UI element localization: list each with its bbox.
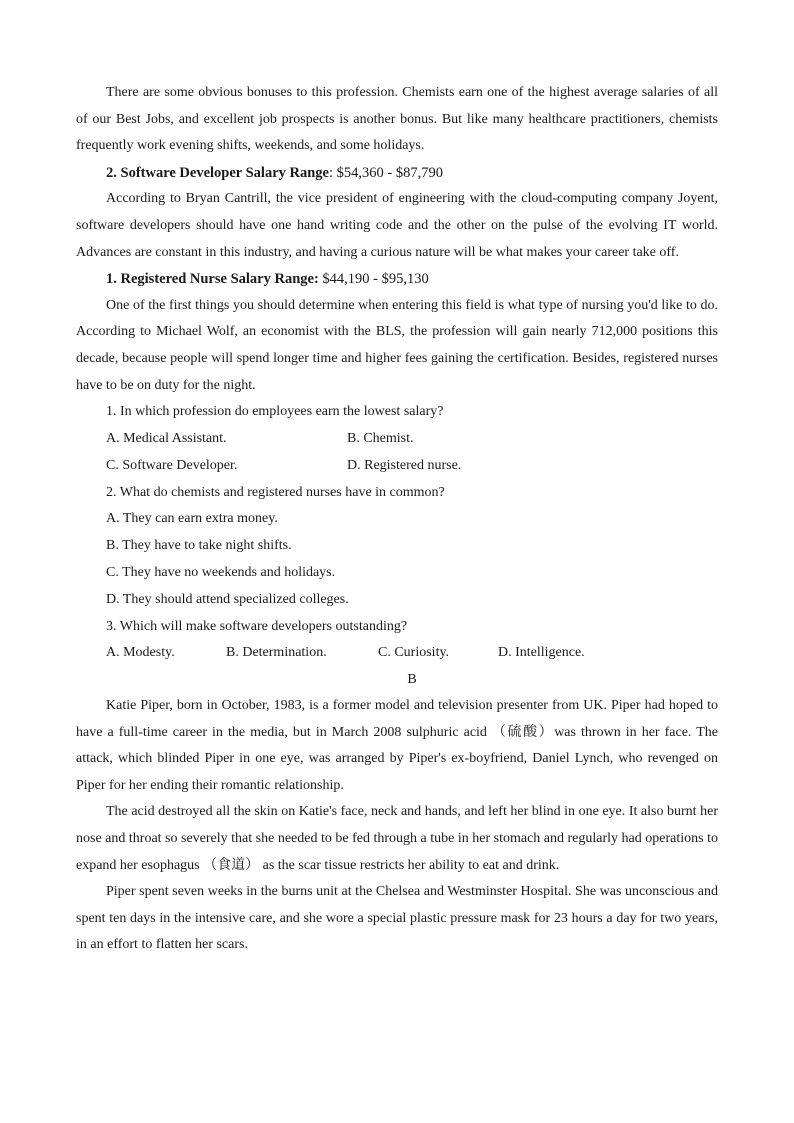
question-1-options-row-1 (76, 426, 718, 453)
option-2b: B. They have to take night shifts. (106, 538, 292, 554)
heading-registered-nurse (76, 266, 718, 293)
question-2: 2. What do chemists and registered nurses have in common? (106, 484, 445, 500)
question-3: 3. Which will make software developers outstanding? (106, 618, 408, 634)
option-1d: D. Registered nurse. (347, 457, 462, 473)
paragraph-registered-nurse: One of the first things you should determine when entering this field is what type of nursing you'd like to do. According to Michael Wolf, an economist with the BLS, the profession will gain nearly 712,000 positions this decade, because people will spend longer time and higher fees gaining the certification. Besides, registered nurses have to be on duty for the night. (76, 297, 718, 393)
paragraph-piper-3: Piper spent seven weeks in the burns unit at the Chelsea and Westminster Hospital. She was unconscious and spent ten days in the intensive care, and she wore a special plastic pressure mask for 23 hours a day for two years, in an effort to flatten her scars. (76, 884, 718, 953)
document-page (76, 80, 718, 959)
option-3b: B. Determination. (226, 645, 327, 661)
option-1b: B. Chemist. (347, 430, 414, 446)
option-2d: D. They should attend specialized colleges. (106, 591, 349, 607)
paragraph-software-developer: According to Bryan Cantrill, the vice president of engineering with the cloud-computing company Joyent, software developers should have one hand writing code and the other on the pulse of the evolving IT world. Advances are constant in this industry, and having a curious nature will be what makes your career take off. (76, 191, 718, 260)
question-3-options (76, 640, 718, 667)
question-1: 1. In which profession do employees earn the lowest salary? (106, 404, 444, 420)
paragraph-piper-1: Katie Piper, born in October, 1983, is a former model and television presenter from UK. Piper had hoped to have a full-time career in the media, but in March 2008 sulphuric acid （硫酸）was thrown in her face. The attack, which blinded Piper in one eye, was arranged by Piper's ex-boyfriend, Daniel Lynch, who revenged on Piper for her ending their romantic relationship. (76, 698, 718, 793)
heading-nurse-title: 1. Registered Nurse Salary Range: (106, 271, 319, 288)
heading-software-range: : $54,360 - $87,790 (328, 164, 443, 181)
heading-nurse-range: $44,190 - $95,130 (318, 271, 429, 288)
option-3c: C. Curiosity. (378, 645, 450, 661)
heading-software-title: 2. Software Developer Salary Range (106, 164, 329, 181)
section-b-heading: B (407, 672, 417, 688)
heading-software-developer (76, 160, 718, 187)
option-1c: C. Software Developer. (106, 457, 238, 473)
option-1a: A. Medical Assistant. (106, 430, 227, 446)
option-2c: C. They have no weekends and holidays. (106, 564, 336, 580)
paragraph-chemist: There are some obvious bonuses to this profession. Chemists earn one of the highest average salaries of all of our Best Jobs, and excellent job prospects is another bonus. But like many healthcare practitioners, chemists frequently work evening shifts, weekends, and some holidays. (76, 85, 718, 154)
option-3d: D. Intelligence. (498, 645, 585, 661)
option-3a: A. Modesty. (106, 645, 175, 661)
paragraph-piper-2: The acid destroyed all the skin on Katie's face, neck and hands, and left her blind in one eye. It also burnt her nose and throat so severely that she needed to be fed through a tube in her stomach and regularly had operations to expand her esophagus （食道） as the scar tissue restricts her ability to eat and drink. (76, 804, 718, 873)
question-1-options-row-2 (76, 453, 718, 480)
option-2a: A. They can earn extra money. (106, 511, 278, 527)
